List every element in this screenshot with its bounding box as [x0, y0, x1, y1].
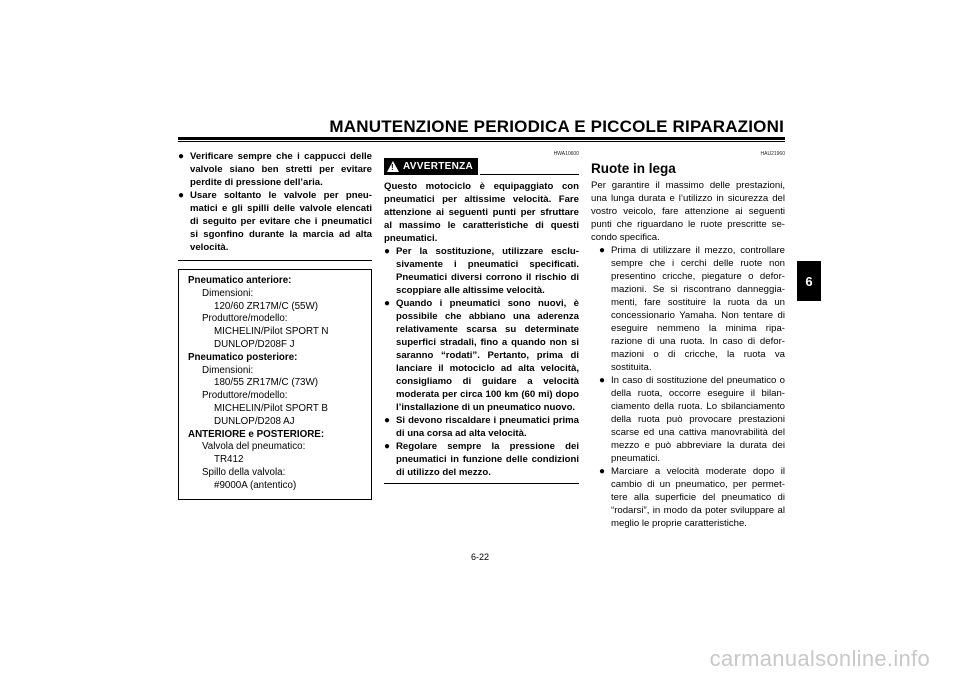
list-item: ● Verificare sempre che i cappucci delle valvole siano ben stretti per evitare perdite di pressione dell’aria. — [178, 151, 372, 188]
spec-front-size: 120/60 ZR17M/C (55W) — [214, 300, 318, 312]
spec-maker-label: Produttore/modello: — [202, 390, 288, 402]
spec-maker-label: Produttore/modello: — [202, 313, 288, 325]
list-item: ● Si devono riscaldare i pneumatici prima di una corsa ad alta velocità. — [384, 415, 579, 439]
spec-size-label: Dimensioni: — [202, 364, 254, 376]
bullet-icon: ● — [599, 245, 606, 256]
bullet-icon: ● — [384, 246, 391, 257]
list-item: ● Usare soltanto le valvole per pneumatici e gli spilli delle valvole elencati di seguito per evitare che i pneumatici si sgonfino durante la marcia ad alta velocità. — [178, 190, 372, 253]
spec-both-label: ANTERIORE e POSTERIORE: — [188, 428, 325, 440]
divider — [178, 260, 372, 261]
divider — [384, 483, 579, 484]
bullet-icon: ● — [178, 151, 185, 162]
warning-intro: Questo motociclo è equipaggiato con pneumatici per altissime velocità. Fare attenzione ai seguenti punti per sfruttare al massimo le caratteristiche di questi pneumatici. — [384, 181, 579, 244]
warning-icon: ! — [387, 161, 399, 172]
section-intro: Per garantire il massimo delle prestazioni, una lunga durata e l’utilizzo in sicurezza del vostro veicolo, fare attenzione ai seguenti punti che riguardano le ruote prescritte secondo specifica. — [591, 180, 785, 243]
spec-valve-label: Valvola del pneumatico: — [202, 441, 306, 453]
spec-rear-label: Pneumatico posteriore: — [188, 351, 298, 363]
section-title: Ruote in lega — [591, 161, 676, 176]
tire-spec-box — [178, 269, 372, 500]
spec-rear-maker: DUNLOP/D208 AJ — [214, 415, 295, 427]
column-right — [591, 150, 785, 530]
spec-front-maker: MICHELIN/Pilot SPORT N — [214, 326, 329, 338]
page-number: 6-22 — [470, 552, 489, 562]
column-middle — [384, 150, 579, 484]
watermark: carmanualsonline.info — [709, 646, 930, 671]
divider — [480, 174, 579, 175]
section-code: HWA10600 — [553, 151, 579, 157]
list-item: ● Per la sostituzione, utilizzare esclusivamente i pneumatici specificati. Pneumatici diversi corrono il rischio di scoppiare alle altissime velocità. — [384, 246, 579, 296]
bullet-icon: ● — [384, 415, 391, 426]
spec-size-label: Dimensioni: — [202, 287, 254, 299]
spec-core-value: #9000A (antentico) — [214, 479, 297, 491]
spec-front-label: Pneumatico anteriore: — [188, 275, 292, 286]
column-left — [178, 150, 372, 500]
spec-core-label: Spillo della valvola: — [202, 466, 286, 478]
spec-valve-value: TR412 — [214, 454, 244, 466]
bullet-icon: ● — [384, 298, 391, 309]
header-rule — [178, 137, 785, 140]
warning-header — [384, 158, 579, 175]
list-item: ● In caso di sostituzione del pneumatico o della ruota, occorre eseguire il bilanciamento della ruota. Lo sbilanciamento della ruota può provocare prestazioni scarse ed una cattiva manovrabilità del mezzo e può abbreviare la durata dei pneumatici. — [599, 375, 785, 464]
page-title: MANUTENZIONE PERIODICA E PICCOLE RIPARAZIONI — [329, 117, 784, 136]
bullet-icon: ● — [178, 190, 185, 201]
bullet-icon: ● — [384, 441, 391, 452]
warning-badge — [384, 158, 478, 175]
spec-front-maker: DUNLOP/D208F J — [214, 338, 295, 350]
list-item: ● Prima di utilizzare il mezzo, controllare sempre che i cerchi delle ruote non presentino cricche, piegature o deformazioni. Se si riscontrano danneggiamenti, fare sostituire la ruota da un concessionario Yamaha. Non tentare di eseguire nemmeno la minima riparazione di una ruota. In caso di deformazioni o di cricche, la ruota va sostituita. — [599, 245, 785, 373]
list-item: ● Quando i pneumatici sono nuovi, è possibile che abbiano una aderenza relativamente scarsa su determinate superfici stradali, fino a quando non si saranno “rodati”. Pertanto, prima di lanciare il motociclo ad alta velocità, consigliamo di guidare a velocità moderata per circa 100 km (60 mi) dopo l’installazione di un pneumatico nuovo. — [384, 298, 579, 413]
list-item: ● Marciare a velocità moderate dopo il cambio di un pneumatico, per permettere alla superficie del pneumatico di “rodarsi”, in modo da poter sviluppare al meglio le proprie caratteristiche. — [599, 466, 785, 529]
list-item: ● Regolare sempre la pressione dei pneumatici in funzione delle condizioni di utilizzo del mezzo. — [384, 441, 579, 478]
bullet-icon: ● — [599, 466, 606, 477]
spec-rear-size: 180/55 ZR17M/C (73W) — [214, 377, 318, 389]
header-rule-thin — [178, 141, 785, 142]
chapter-tab: 6 — [797, 261, 821, 301]
section-code: HAU21960 — [760, 151, 785, 157]
warning-label: AVVERTENZA — [403, 161, 474, 172]
bullet-icon: ● — [599, 375, 606, 386]
spec-rear-maker: MICHELIN/Pilot SPORT B — [214, 402, 328, 414]
